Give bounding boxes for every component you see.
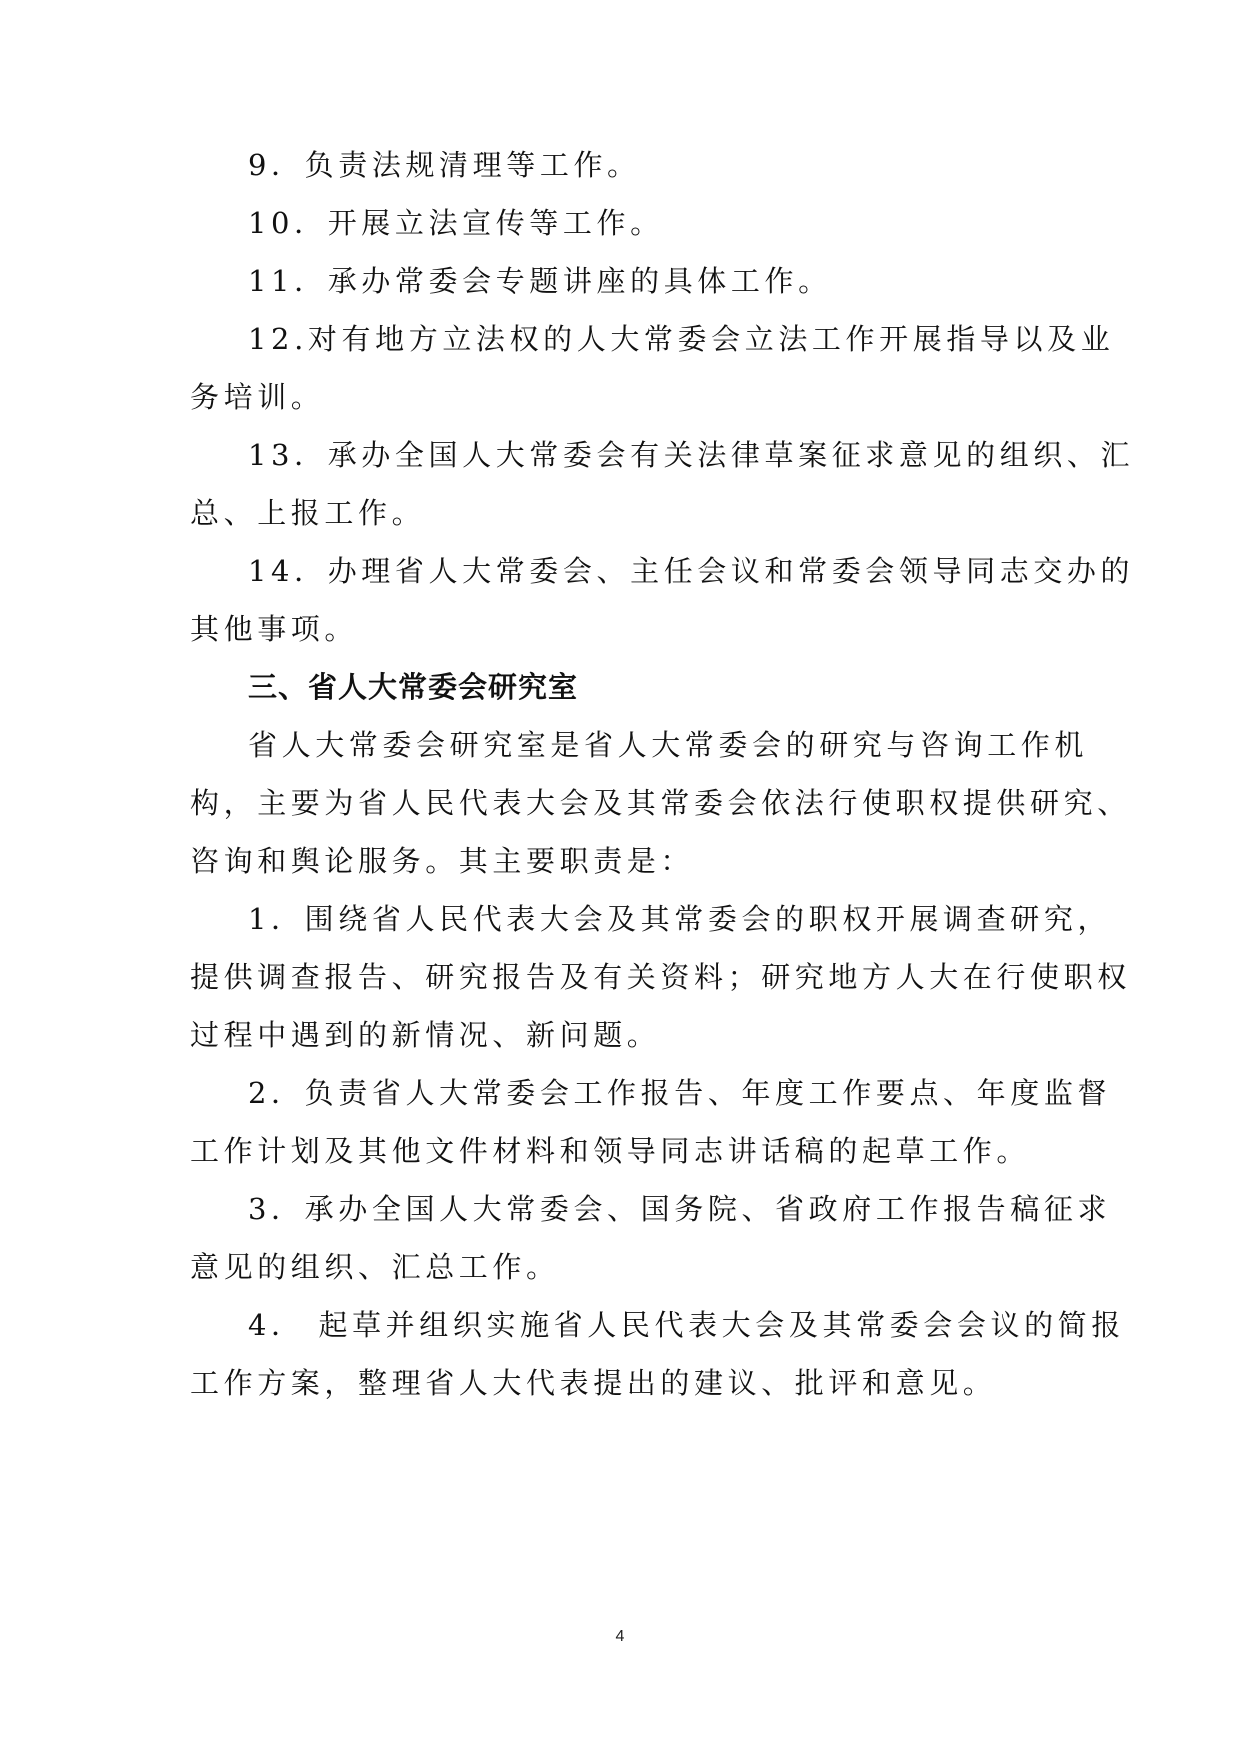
text-line-item-12-cont: 务培训。 xyxy=(190,380,325,414)
text-line-duty-2-cont: 工作计划及其他文件材料和领导同志讲话稿的起草工作。 xyxy=(190,1134,1031,1168)
text-line-duty-4: 4． 起草并组织实施省人民代表大会及其常委会会议的简报 xyxy=(248,1308,1125,1342)
text-line-duty-3: 3．承办全国人大常委会、国务院、省政府工作报告稿征求 xyxy=(248,1192,1112,1226)
text-line-intro-cont: 构，主要为省人民代表大会及其常委会依法行使职权提供研究、 xyxy=(190,786,1131,820)
text-line-item-14: 14．办理省人大常委会、主任会议和常委会领导同志交办的 xyxy=(248,554,1135,588)
text-line-duty-2: 2．负责省人大常委会工作报告、年度工作要点、年度监督 xyxy=(248,1076,1112,1110)
text-line-duty-3-cont: 意见的组织、汇总工作。 xyxy=(190,1250,560,1284)
section-heading: 三、省人大常委会研究室 xyxy=(248,670,579,704)
text-line-duty-1-cont: 提供调查报告、研究报告及有关资料；研究地方人大在行使职权 xyxy=(190,960,1131,994)
text-line-item-9: 9．负责法规清理等工作。 xyxy=(248,148,641,182)
page-number: 4 xyxy=(615,1628,625,1645)
text-line-item-10: 10．开展立法宣传等工作。 xyxy=(248,206,664,240)
text-line-intro: 省人大常委会研究室是省人大常委会的研究与咨询工作机 xyxy=(248,728,1089,762)
text-line-item-13: 13．承办全国人大常委会有关法律草案征求意见的组织、汇 xyxy=(248,438,1135,472)
text-line-item-13-cont: 总、上报工作。 xyxy=(190,496,426,530)
text-line-duty-1-cont: 过程中遇到的新情况、新问题。 xyxy=(190,1018,661,1052)
text-line-intro-cont: 咨询和舆论服务。其主要职责是： xyxy=(190,844,695,878)
text-line-item-12: 12.对有地方立法权的人大常委会立法工作开展指导以及业 xyxy=(248,322,1115,356)
text-line-item-14-cont: 其他事项。 xyxy=(190,612,359,646)
text-line-duty-4-cont: 工作方案，整理省人大代表提出的建议、批评和意见。 xyxy=(190,1366,997,1400)
text-line-item-11: 11．承办常委会专题讲座的具体工作。 xyxy=(248,264,832,298)
text-line-duty-1: 1．围绕省人民代表大会及其常委会的职权开展调查研究， xyxy=(248,902,1112,936)
